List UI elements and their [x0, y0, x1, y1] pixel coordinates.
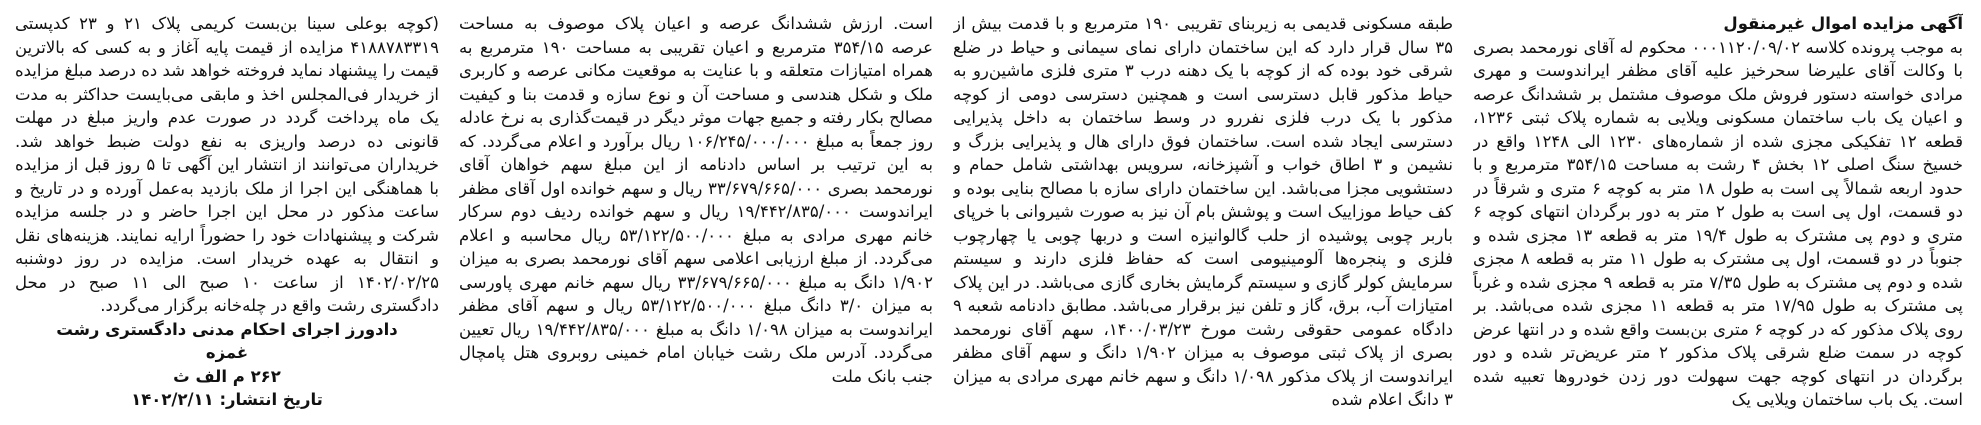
- signature-office: دادورز اجرای احکام مدنی دادگستری رشت: [56, 319, 398, 339]
- notice-body-part-3: است. ارزش ششدانگ عرصه و اعیان پلاک موصوف به مساحت عرصه ۳۵۴/۱۵ مترمربع و اعیان تقریبی به مساحت ۱۹۰ مترمربع به همراه امتیازات متعلقه و با عنایت به موقعیت مکانی عرصه و کاربری ملک و شکل هندسی و مساحت آن و نوع سازه و قدمت بنا و کیفیت مصالح بکار رفته و جمیع جهات موثر دیگر در قیمت‌گذاری به نرخ عادله روز جمعاً به مبلغ ۱۰۶/۲۴۵/۰۰۰/۰۰۰ ریال برآورد و اعلام می‌گردد. که به این ترتیب بر اساس دادنامه از این مبلغ سهم خواهان آقای نورمحمد بصری ۳۳/۶۷۹/۶۶۵/۰۰۰ ریال و سهم خوانده اول آقای مظفر ایراندوست ۱۹/۴۴۲/۸۳۵/۰۰۰ ریال و سهم خوانده ردیف دوم سرکار خانم مهری مرادی به مبلغ ۵۳/۱۲۲/۵۰۰/۰۰۰ ریال محاسبه و اعلام می‌گردد. از مبلغ ارزیابی اعلامی سهم آقای نورمحمد بصری به میزان ۱/۹۰۲ دانگ به مبلغ ۳۳/۶۷۹/۶۶۵/۰۰۰ ریال سهم خانم مهری پاورسی به میزان ۳/۰ دانگ مبلغ ۵۳/۱۲۲/۵۰۰/۰۰۰ ریال و سهم آقای مظفر ایراندوست به میزان ۱/۰۹۸ دانگ به مبلغ ۱۹/۴۴۲/۸۳۵/۰۰۰ ریال تعیین می‌گردد. آدرس ملک رشت خیابان امام خمینی روبروی هتل پامچال جنب بانک ملت: [459, 14, 933, 386]
- notice-column-3: [459, 12, 933, 417]
- notice-column-2: [953, 12, 1453, 417]
- notice-body-part-1: به موجب پرونده کلاسه ۰۰۰۱۱۲۰/۰۹/۰۲ محکوم له آقای نورمحمد بصری با وکالت آقای علیرضا سحرخیز علیه آقای مظفر ایراندوست و مهری مرادی خواسته دستور فروش ملک موصوف مشتمل بر ششدانگ عرصه و اعیان یک باب ساختمان مسکونی ویلایی به شماره پلاک ثبتی ۱۲۳۶، قطعه ۱۲ تفکیکی مجزی شده از شماره‌های ۱۲۳۰ الی ۱۲۴۸ واقع در خسیخ سنگ اصلی ۱۲ بخش ۴ رشت به مساحت ۳۵۴/۱۵ مترمربع و با حدود اربعه شمالاً پی است به طول ۱۸ متر به کوچه ۶ متری و شرقاً در دو قسمت، اول پی است به طول ۲ متر به دور برگردان انتهای کوچه ۶ متری و دوم پی مشترک به طول ۱۹/۴ متر به قطعه ۱۳ مجزی شده و جنوباً در دو قسمت، اول پی مشترک به طول ۱۱ متر به قطعه ۸ مجزی شده و دوم پی مشترک به طول ۷/۳۵ متر به قطعه ۹ مجزی شده و غرباً پی مشترک به طول ۱۷/۹۵ متر به قطعه ۱۱ مجزی شده می‌باشد. بر روی پلاک مذکور که در کوچه ۶ متری بن‌بست واقع شده و در انتها عرض کوچه در سمت ضلع شرقی پلاک مذکور ۲ متر عریض‌تر شده و دور برگردان در انتهای کوچه جهت سهولت دور زدن خودروها تعبیه شده است. یک باب ساختمان ویلایی یک: [1473, 37, 1963, 409]
- notice-body-part-2: طبقه مسکونی قدیمی به زیربنای تقریبی ۱۹۰ مترمربع و با قدمت بیش از ۳۵ سال قرار دارد که این ساختمان دارای نمای سیمانی و حیاط در ضلع شرقی خود بوده که از کوچه با یک دهنه درب ۳ متری فلزی ماشین‌رو به حیاط مذکور قابل دسترسی است و همچنین دسترسی دومی از کوچه مذکور با یک درب فلزی نفررو در وسط ساختمان به داخل پذیرایی دسترسی ایجاد شده است. ساختمان فوق دارای هال و پذیرایی بزرگ و نشیمن و ۳ اطاق خواب و آشپزخانه، سرویس بهداشتی شامل حمام و دستشویی مجزا می‌باشد. این ساختمان دارای سازه با مصالح بنایی بوده و کف حیاط موزاییک است و پوشش بام آن نیز به صورت شیروانی با خرپای باربر چوبی پوشیده از حلب گالوانیزه است و دربها چوبی یا چهارچوب فلزی و پنجره‌ها آلومینیومی است که حفاظ فلزی دارند و سیستم سرمایش کولر گازی و سیستم گرمایش بخاری گازی می‌باشد. در این پلاک امتیازات آب، برق، گاز و تلفن نیز برقرار می‌باشد. مطابق دادنامه شعبه ۹ دادگاه عمومی حقوقی رشت مورخ ۱۴۰۰/۰۳/۲۳، سهم آقای نورمحمد بصری از پلاک ثبتی موصوف به میزان ۱/۹۰۲ دانگ و سهم آقای مظفر ایراندوست از پلاک مذکور ۱/۰۹۸ دانگ و سهم خانم مهری مرادی به میزان ۳ دانگ اعلام شده: [953, 14, 1453, 409]
- notice-column-4: [15, 12, 439, 417]
- notice-code: ۲۶۲ م الف ث: [173, 366, 281, 386]
- notice-column-1: [1473, 12, 1963, 417]
- notice-title: آگهی مزایده اموال غیرمنقول: [1723, 14, 1963, 33]
- signature-name: غمزه: [205, 343, 249, 362]
- publish-date: تاریخ انتشار: ۱۴۰۲/۲/۱۱: [131, 390, 323, 409]
- notice-body-part-4: (کوچه بوعلی سینا بن‌بست کریمی پلاک ۲۱ و ۲۳ کدپستی ۴۱۸۸۷۸۳۳۱۹ مزایده از قیمت پایه آغاز و به کسی که بالاترین قیمت را پیشنهاد نماید فروخته خواهد شد ده درصد مبلغ مزایده از خریدار فی‌المجلس اخذ و مابقی می‌بایست حداکثر به مدت یک ماه پرداخت گردد در صورت عدم واریز مبلغ در مهلت قانونی ده درصد واریزی به نفع دولت ضبط خواهد شد. خریداران می‌توانند از انتشار این آگهی تا ۵ روز قبل از مزایده با هماهنگی این اجرا از ملک بازدید به‌عمل آورده و در تاریخ و ساعت مذکور در محل این اجرا حاضر و در جلسه مزایده شرکت و پیشنهادات خود را حضوراً ارایه نمایند. هزینه‌های نقل و انتقال به عهده خریدار است. مزایده در روز دوشنبه ۱۴۰۲/۰۲/۲۵ از ساعت ۱۰ صبح الی ۱۱ صبح در محل دادگستری رشت واقع در چله‌خانه برگزار می‌گردد.: [15, 14, 439, 315]
